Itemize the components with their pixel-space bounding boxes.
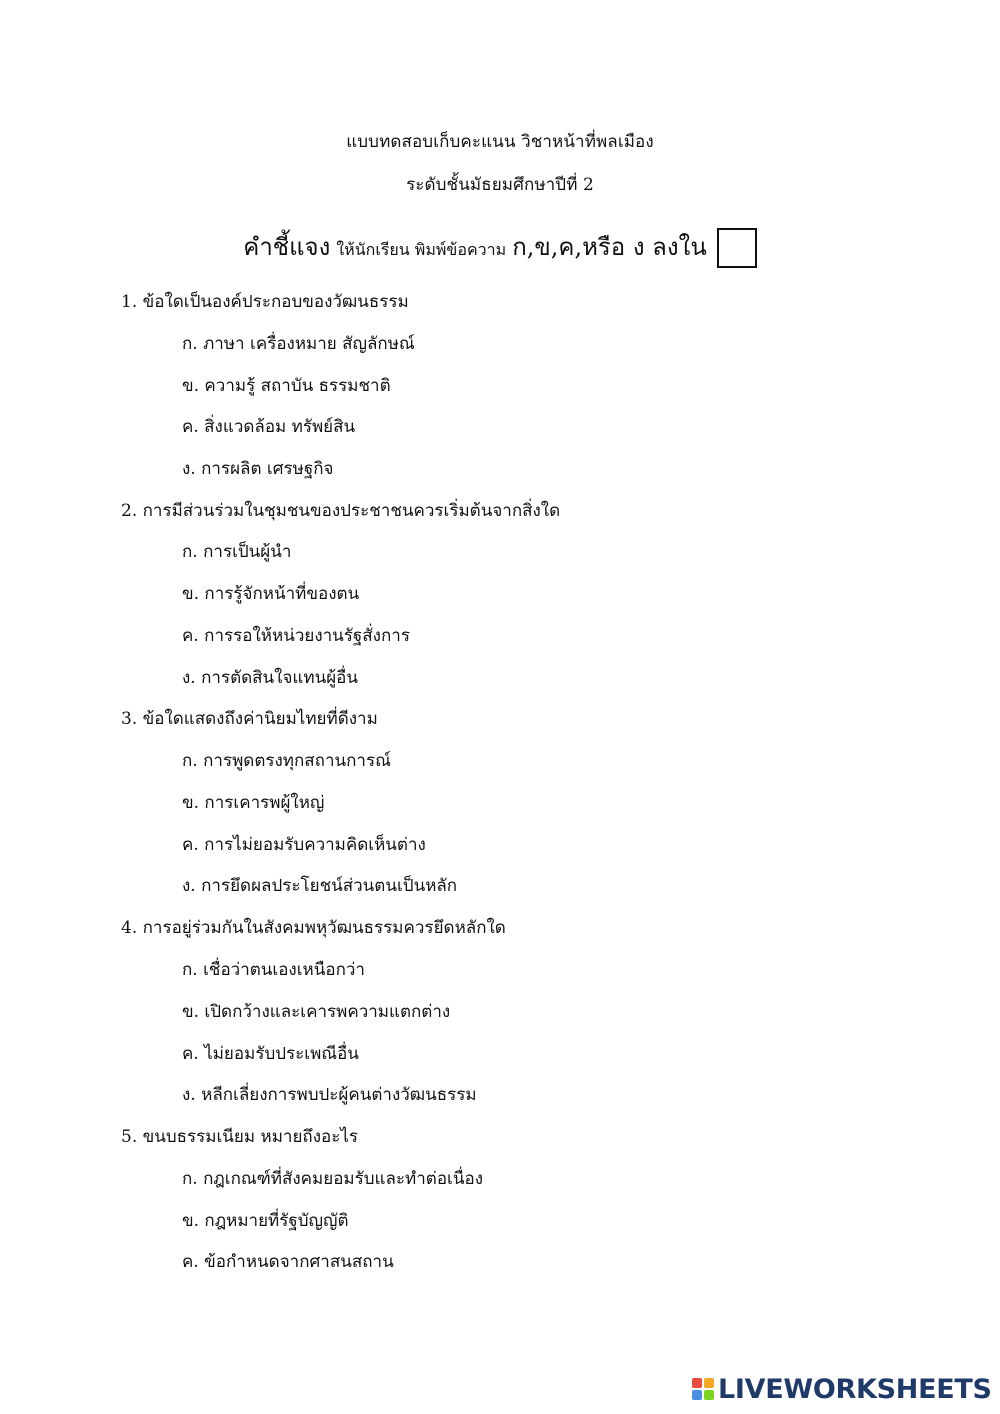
question-5-option-c: ค. ข้อกำหนดจากศาสนสถาน [182,1252,394,1272]
instructions-choices: ก,ข,ค,หรือ ง ลงใน [512,233,707,261]
question-3: 3. ข้อใดแสดงถึงค่านิยมไทยที่ดีงาม [121,709,378,729]
question-2: 2. การมีส่วนร่วมในชุมชนของประชาชนควรเริ่มต้นจากสิ่งใด [121,501,561,521]
logo-square [704,1378,714,1388]
logo-square [692,1390,702,1400]
question-5-option-a: ก. กฎเกณฑ์ที่สังคมยอมรับและทำต่อเนื่อง [182,1169,484,1189]
question-1-option-b: ข. ความรู้ สถาบัน ธรรมชาติ [182,376,391,396]
worksheet-title: แบบทดสอบเก็บคะแนน วิชาหน้าที่พลเมือง [346,132,654,152]
question-2-option-a: ก. การเป็นผู้นำ [182,542,292,562]
liveworksheets-logo [692,1374,992,1404]
liveworksheets-logo-icon [692,1378,714,1400]
instructions [0,226,1000,266]
question-4-option-b: ข. เปิดกว้างและเคารพความแตกต่าง [182,1002,451,1022]
question-2-option-c: ค. การรอให้หน่วยงานรัฐสั่งการ [182,626,410,646]
question-1-option-d: ง. การผลิต เศรษฐกิจ [182,459,334,479]
question-2-option-b: ข. การรู้จักหน้าที่ของตน [182,584,360,604]
question-5: 5. ขนบธรรมเนียม หมายถึงอะไร [121,1127,359,1147]
question-3-option-b: ข. การเคารพผู้ใหญ่ [182,793,325,813]
instructions-label: คำชี้แจง [243,233,331,261]
brand-name: LIVEWORKSHEETS [718,1373,992,1405]
grade-level: ระดับชั้นมัธยมศึกษาปีที่ 2 [406,175,594,195]
logo-square [704,1390,714,1400]
question-4-option-a: ก. เชื่อว่าตนเองเหนือกว่า [182,960,365,980]
question-1-option-a: ก. ภาษา เครื่องหมาย สัญลักษณ์ [182,334,415,354]
question-3-option-c: ค. การไม่ยอมรับความคิดเห็นต่าง [182,835,426,855]
question-5-option-b: ข. กฎหมายที่รัฐบัญญัติ [182,1211,349,1231]
logo-square [692,1378,702,1388]
question-2-option-d: ง. การตัดสินใจแทนผู้อื่น [182,668,358,688]
instructions-text: ให้นักเรียน พิมพ์ข้อความ [336,240,507,259]
question-3-option-a: ก. การพูดตรงทุกสถานการณ์ [182,751,391,771]
question-1-option-c: ค. สิ่งแวดล้อม ทรัพย์สิน [182,417,356,437]
question-4-option-c: ค. ไม่ยอมรับประเพณีอื่น [182,1044,359,1064]
question-3-option-d: ง. การยึดผลประโยชน์ส่วนตนเป็นหลัก [182,876,458,896]
answer-box-example [717,228,757,268]
question-4-option-d: ง. หลีกเลี่ยงการพบปะผู้คนต่างวัฒนธรรม [182,1085,477,1105]
question-4: 4. การอยู่ร่วมกันในสังคมพหุวัฒนธรรมควรยึดหลักใด [121,918,506,938]
question-1: 1. ข้อใดเป็นองค์ประกอบของวัฒนธรรม [121,292,409,312]
